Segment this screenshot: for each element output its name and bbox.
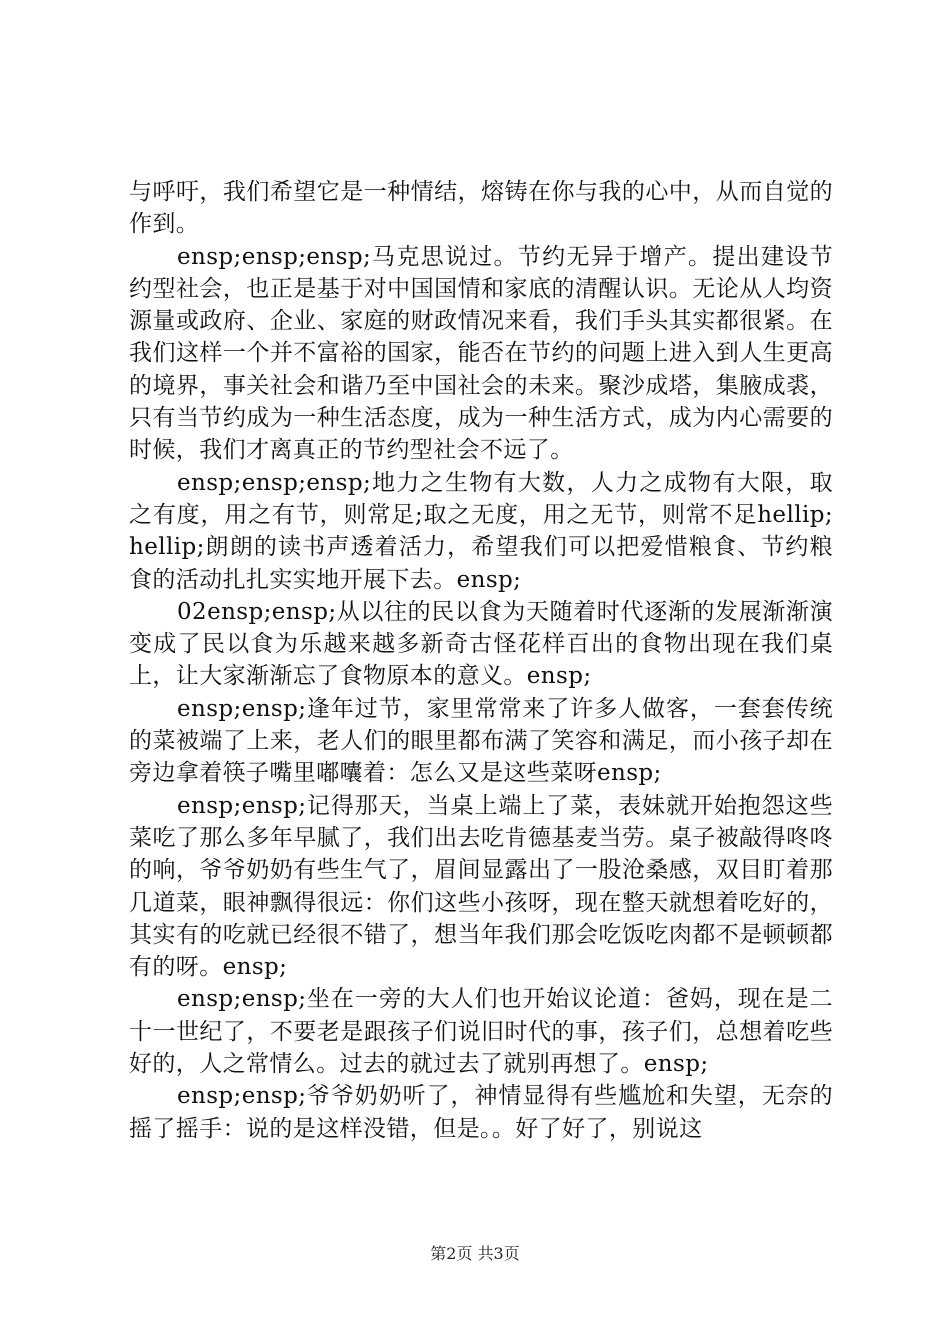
page-footer — [0, 1244, 950, 1264]
paragraph-3: ensp;ensp;ensp;地力之生物有大数，人力之成物有大限，取之有度，用之有节，则常足;取之无度，用之无节，则常不足hellip;hellip;朗朗的读书声透着活力，希望我们可以把爱惜粮食、节约粮食的活动扎扎实实地开展下去。ensp; — [129, 469, 833, 593]
paragraph-1: 与呼吁，我们希望它是一种情结，熔铸在你与我的心中，从而自觉的作到。 — [129, 179, 833, 238]
paragraph-4: 02ensp;ensp;从以往的民以食为天随着时代逐渐的发展渐渐演变成了民以食为乐越来越多新奇古怪花样百出的食物出现在我们桌上，让大家渐渐忘了食物原本的意义。ensp; — [129, 598, 833, 690]
paragraph-7: ensp;ensp;坐在一旁的大人们也开始议论道：爸妈，现在是二十一世纪了，不要老是跟孩子们说旧时代的事，孩子们，总想着吃些好的，人之常情么。过去的就过去了就别再想了。ensp; — [129, 986, 833, 1078]
paragraph-8: ensp;ensp;爷爷奶奶听了，神情显得有些尴尬和失望，无奈的摇了摇手：说的是这样没错，但是。。好了好了，别说这 — [129, 1083, 833, 1142]
paragraph-5: ensp;ensp;逢年过节，家里常常来了许多人做客，一套套传统的菜被端了上来，老人们的眼里都布满了笑容和满足，而小孩子却在旁边拿着筷子嘴里嘟囔着：怎么又是这些菜呀ensp; — [129, 695, 833, 787]
page-number: 第2页 共3页 — [430, 1244, 520, 1263]
paragraph-2: ensp;ensp;ensp;马克思说过。节约无异于增产。提出建设节约型社会，也正是基于对中国国情和家底的清醒认识。无论从人均资源量或政府、企业、家庭的财政情况来看，我们手头其实都很紧。在我们这样一个并不富裕的国家，能否在节约的问题上进入到人生更高的境界，事关社会和谐乃至中国社会的未来。聚沙成塔，集腋成裘，只有当节约成为一种生活态度，成为一种生活方式，成为内心需要的时候，我们才离真正的节约型社会不远了。 — [129, 243, 833, 464]
paragraph-6: ensp;ensp;记得那天，当桌上端上了菜，表妹就开始抱怨这些菜吃了那么多年早腻了，我们出去吃肯德基麦当劳。桌子被敲得咚咚的响，爷爷奶奶有些生气了，眉间显露出了一股沧桑感，双目盯着那几道菜，眼神飘得很远：你们这些小孩呀，现在整天就想着吃好的，其实有的吃就已经很不错了，想当年我们那会吃饭吃肉都不是顿顿都有的呀。ensp; — [129, 792, 833, 981]
document-body — [129, 176, 833, 1145]
